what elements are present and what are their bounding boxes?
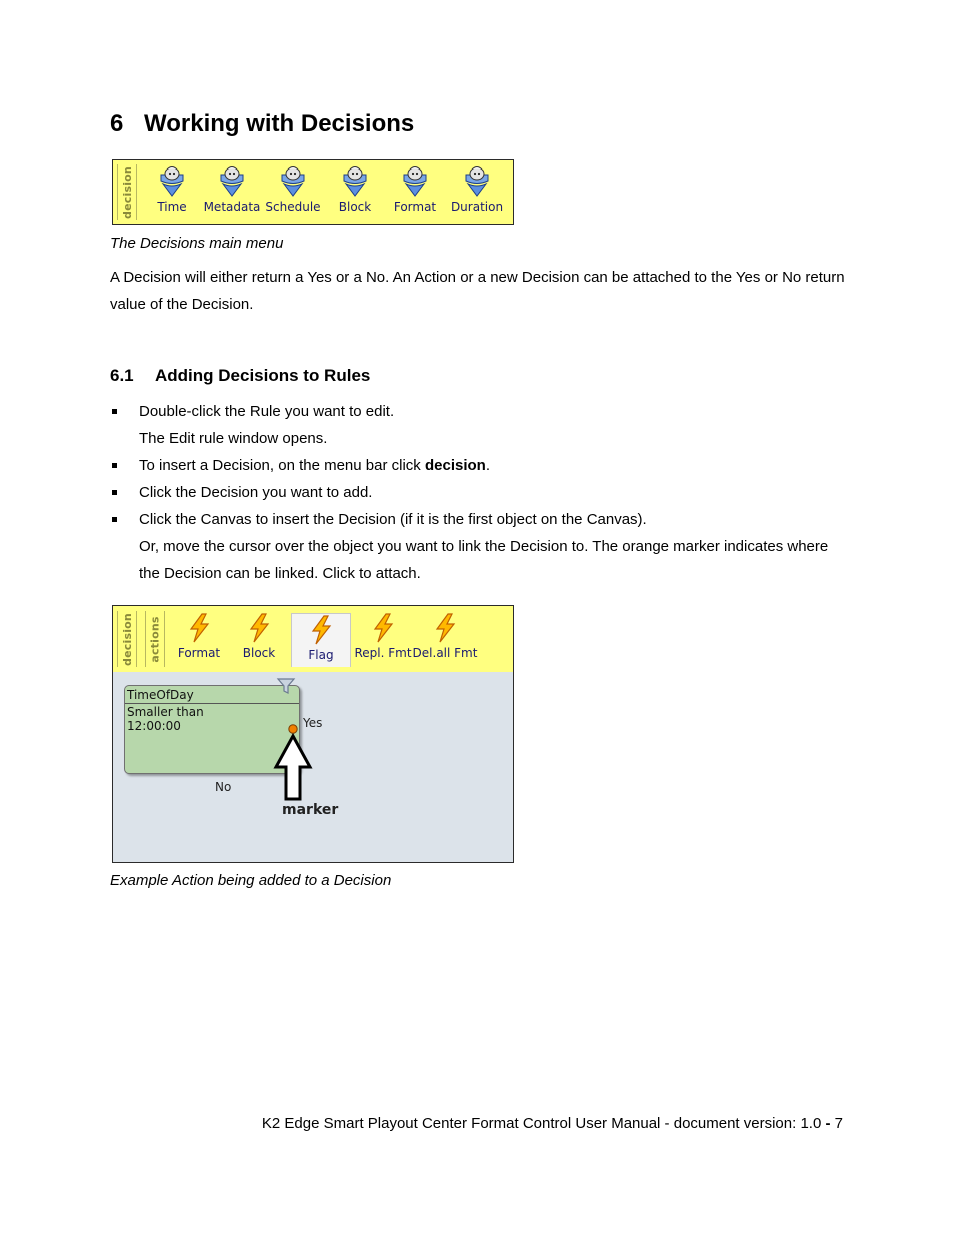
node-title: TimeOfDay (125, 686, 299, 704)
menu-item-label: Duration (450, 200, 504, 214)
action-item-del-all-fmt[interactable] (413, 612, 477, 668)
lightning-bolt-icon (245, 612, 273, 644)
action-item-label: Del.all Fmt (412, 646, 478, 660)
node-value: 12:00:00 (127, 719, 181, 733)
bullet-marker (112, 517, 117, 522)
lightning-bolt-icon (431, 612, 459, 644)
step-text (139, 452, 850, 479)
menu-item-label: Metadata (203, 200, 261, 214)
lightning-bolt-icon (185, 612, 213, 644)
lightning-bolt-icon (369, 612, 397, 644)
actions-menu-bar (113, 606, 513, 672)
bullet-marker (112, 490, 117, 495)
list-item (110, 398, 850, 452)
actions-tab[interactable] (145, 611, 165, 667)
footer-separator: - (825, 1115, 831, 1132)
section-number: 6.1 (110, 366, 134, 385)
step-text: Click the Canvas to insert the Decision (if it is the first object on the Canvas). (139, 511, 647, 528)
menu-item-label: Format (393, 200, 437, 214)
no-label: No (215, 780, 232, 794)
step-text: Double-click the Rule you want to edit. (139, 403, 395, 420)
list-item (110, 479, 850, 506)
bullet-marker (112, 409, 117, 414)
action-item-label: Block (242, 646, 276, 660)
list-item (110, 452, 850, 479)
menu-item-metadata[interactable] (203, 164, 261, 220)
up-arrow-icon (271, 720, 315, 802)
list-item (110, 506, 850, 587)
figure-caption: Example Action being added to a Decision (110, 872, 392, 889)
actions-tab-label: actions (148, 615, 162, 663)
action-item-label: Format (177, 646, 221, 660)
footer-text: K2 Edge Smart Playout Center Format Control User Manual - document version: 1.0 (261, 1115, 822, 1132)
menu-item-format[interactable] (391, 164, 439, 220)
action-item-format[interactable] (173, 612, 225, 668)
decision-person-icon (463, 164, 491, 198)
decision-tab[interactable] (117, 164, 137, 220)
decision-person-icon (218, 164, 246, 198)
page-footer (262, 1115, 843, 1132)
section-title: Adding Decisions to Rules (155, 366, 371, 385)
action-example-figure (112, 605, 514, 863)
filter-funnel-icon (276, 677, 296, 695)
intro-paragraph: A Decision will either return a Yes or a No. An Action or a new Decision can be attached to the Yes or No return value of the Decision. (110, 269, 845, 313)
menu-item-duration[interactable] (449, 164, 505, 220)
action-item-repl-fmt[interactable] (355, 612, 411, 668)
action-item-label: Repl. Fmt (354, 646, 412, 660)
step-subtext: Or, move the cursor over the object you want to link the Decision to. The orange marker indicates where the Decision can be linked. Click to attach. (139, 538, 829, 582)
step-text-bold: decision (424, 457, 486, 474)
step-text-post: . (485, 457, 490, 474)
step-text-pre: To insert a Decision, on the menu bar click (139, 457, 425, 474)
lightning-bolt-icon (307, 614, 335, 646)
page-number: 7 (834, 1115, 843, 1132)
decision-tab-label: decision (120, 612, 134, 666)
decision-person-icon (279, 164, 307, 198)
step-subtext: The Edit rule window opens. (139, 430, 328, 447)
decision-person-icon (401, 164, 429, 198)
decision-person-icon (158, 164, 186, 198)
figure-caption: The Decisions main menu (110, 235, 284, 252)
step-text: Click the Decision you want to add. (139, 484, 373, 501)
chapter-title: Working with Decisions (144, 110, 415, 137)
chapter-heading (110, 106, 414, 142)
menu-item-label: Time (157, 200, 187, 214)
menu-item-time[interactable] (151, 164, 193, 220)
chapter-number: 6 (110, 110, 124, 137)
menu-item-block[interactable] (333, 164, 377, 220)
menu-item-label: Block (338, 200, 372, 214)
steps-list (110, 398, 850, 587)
decision-tab[interactable] (117, 611, 137, 667)
action-item-block[interactable] (237, 612, 281, 668)
section-heading (110, 364, 370, 388)
decision-tab-label: decision (120, 165, 134, 219)
decisions-menu-figure (112, 159, 514, 225)
yes-label: Yes (303, 716, 323, 730)
node-condition: Smaller than (127, 705, 204, 719)
bullet-marker (112, 463, 117, 468)
menu-item-label: Schedule (265, 200, 321, 214)
orange-marker (289, 725, 297, 733)
menu-item-schedule[interactable] (265, 164, 321, 220)
action-item-flag[interactable] (291, 613, 351, 667)
action-item-label: Flag (308, 648, 334, 662)
marker-label: marker (282, 802, 339, 818)
decision-person-icon (341, 164, 369, 198)
